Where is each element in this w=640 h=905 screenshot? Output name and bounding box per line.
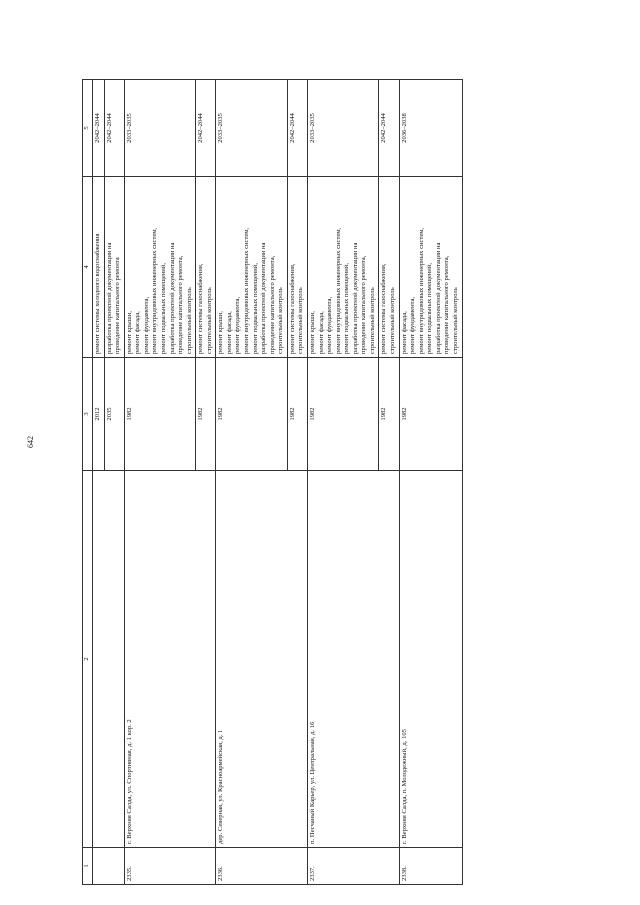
year-cell: 1982: [124, 358, 196, 471]
work-item: ремонт фундамента,: [234, 296, 242, 354]
works-cell: [93, 177, 105, 358]
header-cell: 2: [83, 471, 93, 848]
work-item: разработка проектной документации на: [434, 242, 442, 354]
works-cell: [379, 177, 399, 358]
capital-repair-table: [82, 79, 463, 885]
work-item: разработка проектной документации на: [168, 242, 176, 354]
work-item: строительный контроль: [389, 287, 396, 354]
period-cell: 2036–2038: [399, 80, 462, 177]
row-number-cell: 2337.: [307, 848, 399, 885]
work-item: ремонт фасада,: [134, 311, 142, 354]
year-cell: 1982: [399, 358, 462, 471]
table-row: [399, 80, 462, 885]
work-item: строительный контроль: [277, 287, 285, 354]
work-item: ремонт внутридомовых инженерных систем,: [151, 227, 159, 354]
year-cell: 2012: [93, 358, 105, 471]
year-cell: 1982: [307, 358, 379, 471]
header-cell: 3: [83, 358, 93, 471]
work-item: строительный контроль: [205, 287, 213, 354]
table-row: [307, 80, 379, 885]
period-cell: 2042–2044: [93, 80, 105, 177]
work-item: ремонт подвальных помещений,: [426, 263, 434, 354]
period-cell: 2042–2044: [104, 80, 124, 177]
works-cell: [104, 177, 124, 358]
address-cell: дер. Северная, ул. Красноармейская, д. 1: [216, 471, 308, 848]
work-item: ремонт фундамента,: [142, 296, 150, 354]
period-cell: 2042–2044: [379, 80, 399, 177]
work-item: ремонт подвальных помещений,: [343, 263, 351, 354]
work-item: ремонт системы холодного водоснабжения: [94, 233, 101, 354]
address-cell: [93, 471, 125, 848]
work-item: проведение капитального ремонта: [114, 257, 122, 354]
work-item: разработка проектной документации на: [105, 242, 113, 354]
rotated-table-wrapper: [82, 80, 612, 885]
work-item: ремонт фундамента,: [326, 296, 334, 354]
work-item: строительный контроль: [185, 287, 193, 354]
address-cell: п. Песчаный Карьер, ул. Центральная, д. 16: [307, 471, 399, 848]
work-item: ремонт системы газоснабжения,: [197, 263, 205, 354]
work-item: проведение капитального ремонта,: [268, 255, 276, 354]
period-cell: 2042–2044: [287, 80, 307, 177]
work-item: ремонт подвальных помещений,: [251, 263, 259, 354]
works-cell: [196, 177, 216, 358]
period-cell: 2042–2044: [196, 80, 216, 177]
work-item: проведение капитального ремонта,: [360, 255, 368, 354]
year-cell: 1982: [379, 358, 399, 471]
year-cell: 1982: [196, 358, 216, 471]
work-item: ремонт внутридомовых инженерных систем,: [334, 227, 342, 354]
works-cell: [307, 177, 379, 358]
work-item: строительный контроль: [451, 287, 459, 354]
header-cell: 1: [83, 848, 93, 885]
year-cell: 2035: [104, 358, 124, 471]
table-row: [93, 80, 105, 885]
work-item: ремонт крыши,: [125, 311, 133, 354]
work-item: проведение капитального ремонта,: [443, 255, 451, 354]
address-cell: г. Верхняя Салда, ул. Спортивная, д. 1 кор. 2: [124, 471, 216, 848]
works-cell: [216, 177, 288, 358]
table-row: [216, 80, 288, 885]
work-item: ремонт крыши,: [308, 311, 316, 354]
period-cell: 2033–2035: [124, 80, 196, 177]
work-item: ремонт системы газоснабжения,: [380, 263, 388, 354]
work-item: проведение капитального ремонта,: [177, 255, 185, 354]
header-cell: 4: [83, 177, 93, 358]
works-cell: [287, 177, 307, 358]
table-row: [124, 80, 196, 885]
row-number-cell: [93, 848, 125, 885]
row-number-cell: 2335.: [124, 848, 216, 885]
period-cell: 2033–2035: [216, 80, 288, 177]
work-item: ремонт системы газоснабжения,: [288, 263, 296, 354]
work-item: ремонт фасада,: [400, 311, 408, 354]
work-item: ремонт фасада,: [317, 311, 325, 354]
year-cell: 1982: [287, 358, 307, 471]
table-body: [83, 80, 463, 885]
work-item: ремонт фасада,: [225, 311, 233, 354]
year-cell: 1982: [216, 358, 288, 471]
work-item: ремонт фундамента,: [409, 296, 417, 354]
work-item: ремонт внутридомовых инженерных систем,: [243, 227, 250, 354]
table-header-row: [83, 80, 93, 885]
work-item: ремонт подвальных помещений,: [159, 263, 167, 354]
row-number-cell: 2338.: [399, 848, 462, 885]
work-item: строительный контроль: [368, 287, 376, 354]
address-cell: г. Верхняя Салда, п. Молодежный, д. 105: [399, 471, 462, 848]
work-item: строительный контроль: [297, 287, 305, 354]
works-cell: [124, 177, 196, 358]
work-item: ремонт внутридомовых инженерных систем,: [417, 227, 425, 354]
works-cell: [399, 177, 462, 358]
work-item: разработка проектной документации на: [260, 242, 268, 354]
work-item: разработка проектной документации на: [351, 242, 359, 354]
page-number: 642: [26, 436, 35, 448]
row-number-cell: 2336.: [216, 848, 308, 885]
work-item: ремонт крыши,: [217, 311, 225, 354]
period-cell: 2033–2035: [307, 80, 379, 177]
header-cell: 5: [83, 80, 93, 177]
